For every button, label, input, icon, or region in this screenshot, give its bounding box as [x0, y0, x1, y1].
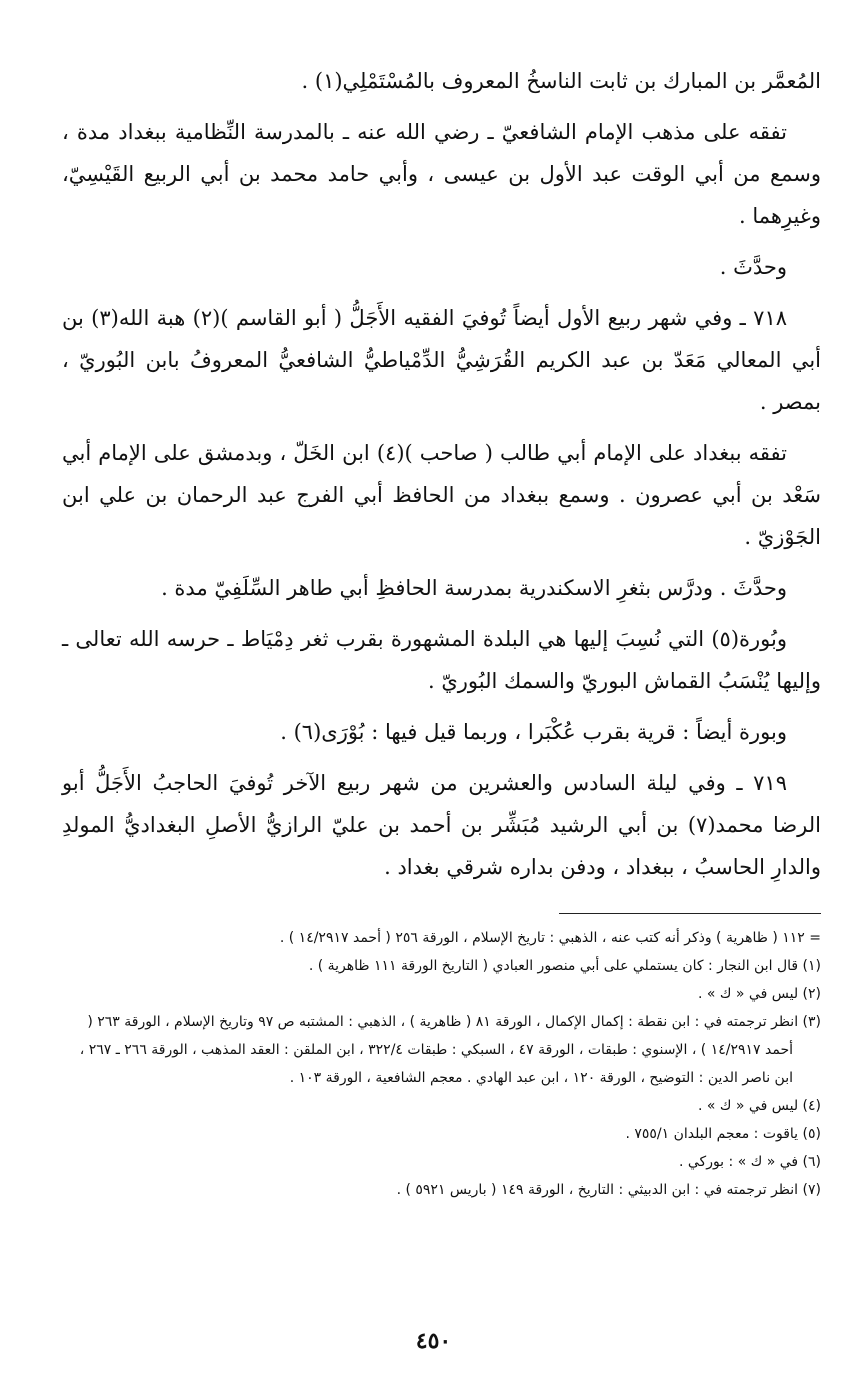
paragraph-bura-town: وبُورة(٥) التي نُسِبَ إليها هي البلدة المشهورة بقرب ثغر دِمْيَاط ـ حرسه الله تعالى ـ وإليها يُنْسَبُ القماش البوريّ والسمك البُوريّ . [62, 627, 821, 693]
footnote-3: (٣) انظر ترجمته في : ابن نقطة : إكمال الإكمال ، الورقة ٨١ ( ظاهرية ) ، الذهبي : المشتبه ص ٩٧ وتاريخ الإسلام ، الورقة ٢٦٣ ( أحمد ١٤/٢٩١٧ ) ، الإسنوي : طبقات ، الورقة ٤٧ ، السبكي : طبقات ٣٢٢/٤ ، ابن الملقن : العقد المذهب ، الورقة ٢٦٦ ـ ٢٦٧ ، ابن ناصر الدين : التوضيح ، الورقة ١٢٠ ، ابن عبد الهادي . معجم الشافعية ، الورقة ١٠٣ . [79, 1014, 821, 1086]
footnotes [60, 924, 821, 1204]
footnote-4: (٤) ليس في « ك » . [698, 1098, 821, 1114]
footnote-1: (١) قال ابن النجار : كان يستملي على أبي منصور العبادي ( التاريخ الورقة ١١١ ظاهرية ) . [308, 958, 821, 974]
paragraph-continuation: المُعمَّر بن المبارك بن ثابت الناسخُ المعروف بالمُسْتَمْلِي(١) . [301, 69, 821, 93]
main-text-body [62, 60, 821, 897]
footnote-5: (٥) ياقوت : معجم البلدان ٧٥٥/١ . [625, 1126, 821, 1142]
paragraph-biography-details: تفقه على مذهب الإمام الشافعيّ ـ رضي الله عنه ـ بالمدرسة النِّظامية ببغداد مدة ، وسمع من أبي الوقت عبد الأول بن عيسى ، وأبي حامد محمد بن أبي الربيع القَيْسِيّ، وغيرِهما . [62, 120, 821, 228]
paragraph-718-teaching: وحدَّثَ . ودرَّس بثغرِ الاسكندرية بمدرسة الحافظِ أبي طاهر السِّلَفِيّ مدة . [161, 576, 787, 600]
page-number: ٤٥٠ [415, 1328, 452, 1354]
footnote-divider [559, 913, 821, 914]
paragraph-718-study: تفقه ببغداد على الإمام أبي طالب ( صاحب )(٤) ابن الخَلّ ، وبدمشق على الإمام أبي سَعْد بن أبي عصرون . وسمع ببغداد من الحافظ أبي الفرج عبد الرحمان بن علي ابن الجَوْزيّ . [62, 441, 821, 549]
entry-718: ٧١٨ ـ وفي شهر ربيع الأول أيضاً تُوفيَ الفقيه الأَجَلُّ ( أبو القاسم )(٢) هبة الله(٣) بن أبي المعالي مَعَدّ بن عبد الكريم القُرَشِيُّ الدِّمْياطيُّ الشافعيُّ المعروفُ بابن البُوريّ ، بمصر . [62, 306, 821, 414]
footnote-2: (٢) ليس في « ك » . [698, 986, 821, 1002]
footnote-6: (٦) في « ك » : بوركي . [678, 1154, 821, 1170]
footnote-continuation: = ١١٢ ( ظاهرية ) وذكر أنه كتب عنه ، الذهبي : تاريخ الإسلام ، الورقة ٢٥٦ ( أحمد ١٤/٢٩١٧ ) . [279, 930, 821, 946]
footnote-7: (٧) انظر ترجمته في : ابن الدبيثي : التاريخ ، الورقة ١٤٩ ( باريس ٥٩٢١ ) . [396, 1182, 821, 1198]
paragraph-bura-village: وبورة أيضاً : قرية بقرب عُكْبَرا ، وربما قيل فيها : بُوْرَى(٦) . [280, 720, 787, 744]
paragraph-narration: وحدَّثَ . [719, 255, 787, 279]
entry-719: ٧١٩ ـ وفي ليلة السادس والعشرين من شهر ربيع الآخر تُوفيَ الحاجبُ الأَجَلُّ أبو الرضا محمد(٧) بن أبي الرشيد مُبَشِّر بن أحمد بن عليّ الرازيُّ الأصلِ البغداديُّ المولدِ والدارِ الحاسبُ ، ببغداد ، ودفن بداره شرقي بغداد . [62, 771, 822, 879]
